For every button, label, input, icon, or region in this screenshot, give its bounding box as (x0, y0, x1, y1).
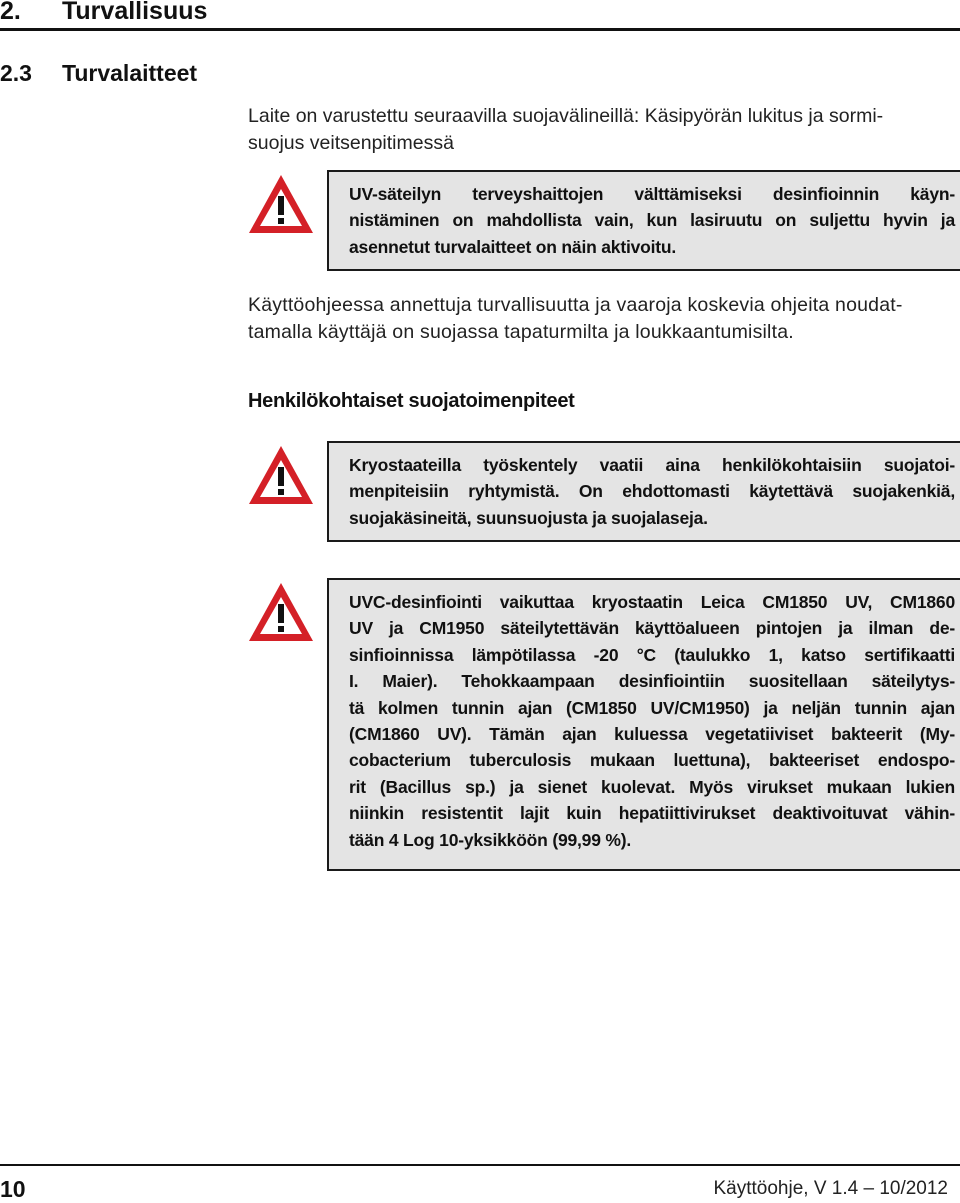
warning-box-ppe (327, 441, 960, 542)
header-rule (0, 28, 960, 31)
warning-3-line: rit (Bacillus sp.) ja sienet kuolevat. Myös virukset mukaan lukien (349, 776, 955, 797)
warning-2-line-1: Kryostaateilla työskentely vaatii aina henkilökohtaisiin suojatoi- (349, 455, 955, 475)
safety-paragraph (248, 292, 948, 346)
chapter-title (0, 0, 207, 26)
chapter-header (0, 0, 960, 34)
paragraph-line-2: tamalla käyttäjä on suojassa tapaturmilta ja loukkaantumisilta. (248, 321, 794, 343)
warning-3-line: UV ja CM1950 säteilytettävän käyttöalueen pintojen ja ilman de- (349, 618, 955, 639)
warning-3-line: UVC-desinfiointi vaikuttaa kryostaatin Leica CM1850 UV, CM1860 (349, 592, 955, 612)
warning-3-line: (CM1860 UV). Tämän ajan kuluessa vegetatiiviset bakteerit (My- (349, 724, 955, 745)
warning-3-line: cobacterium tuberculosis mukaan luettuna), bakteeriset endospo- (349, 750, 955, 771)
warning-3-line: sinfioinnissa lämpötilassa -20 °C (taulukko 1, katso sertifikaatti (349, 644, 955, 665)
warning-box-uvc (327, 578, 960, 871)
warning-3-line: tään 4 Log 10-yksikköön (99,99 %). (349, 829, 632, 850)
warning-2-line-3: suojakäsineitä, suunsuojusta ja suojalaseja. (349, 507, 708, 528)
intro-paragraph (248, 103, 948, 157)
warning-1-line-1: UV-säteilyn terveyshaittojen välttämiseksi desinfioinnin käyn- (349, 184, 955, 204)
warning-3-line: I. Maier). Tehokkaampaan desinfiointiin suositellaan säteilytys- (349, 671, 955, 692)
warning-1-line-3: asennetut turvalaitteet on näin aktivoitu. (349, 236, 677, 257)
paragraph-line-1: Käyttöohjeessa annettuja turvallisuutta ja vaaroja koskevia ohjeita noudat- (248, 294, 903, 316)
section-title-text: Turvalaitteet (62, 60, 198, 86)
section-number: 2.3 (0, 60, 32, 86)
warning-triangle-icon (246, 580, 316, 644)
warning-box-uv (327, 170, 960, 271)
warning-triangle-icon (246, 443, 316, 507)
footer-info: Käyttöohje, V 1.4 – 10/2012 (713, 1178, 948, 1199)
page-number: 10 (0, 1176, 26, 1202)
chapter-title-text: Turvallisuus (62, 0, 208, 25)
section-title (0, 60, 197, 87)
footer-rule (0, 1164, 960, 1166)
intro-line-2: suojus veitsenpitimessä (248, 132, 454, 154)
chapter-number: 2. (0, 0, 21, 25)
warning-1-line-2: nistäminen on mahdollista vain, kun lasiruutu on suljettu hyvin ja (349, 210, 955, 231)
subheading: Henkilökohtaiset suojatoimenpiteet (248, 390, 575, 412)
warning-3-line: tä kolmen tunnin ajan (CM1850 UV/CM1950) ja neljän tunnin ajan (349, 697, 955, 718)
warning-2-line-2: menpiteisiin ryhtymistä. On ehdottomasti käytettävä suojakenkiä, (349, 481, 955, 502)
intro-line-1: Laite on varustettu seuraavilla suojavälineillä: Käsipyörän lukitus ja sormi- (248, 105, 884, 127)
warning-3-line: niinkin resistentit lajit kuin hepatiittivirukset deaktivoituvat vähin- (349, 803, 955, 824)
warning-triangle-icon (246, 172, 316, 236)
